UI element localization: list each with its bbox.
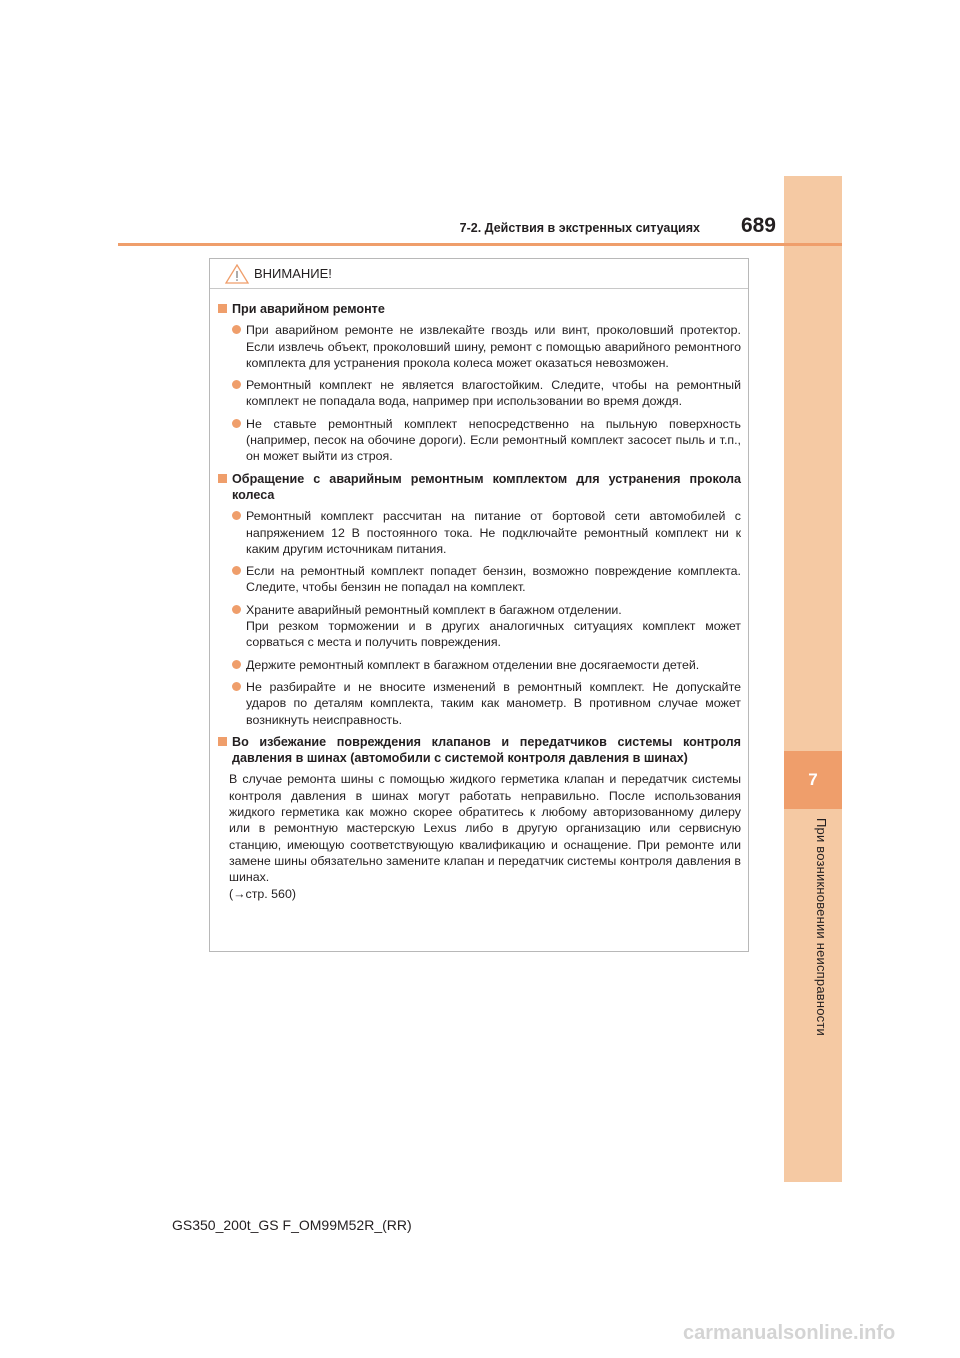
list-item: Не ставьте ремонтный комплект непосредственно на пыльную поверхность (например, песок на обочине дороги). Если ремонтный комплект засосет пыль и т.п., он может выйти из строя. xyxy=(231,416,741,465)
warning-triangle-icon xyxy=(225,264,249,284)
round-bullet-icon xyxy=(232,325,241,334)
warning-body xyxy=(210,289,748,902)
round-bullet-icon xyxy=(232,566,241,575)
section-heading: При аварийном ремонте xyxy=(218,301,741,317)
watermark: carmanualsonline.info xyxy=(683,1322,896,1344)
section-paragraph: В случае ремонта шины с помощью жидкого герметика клапан и передатчик системы контроля давления в шинах могут работать неправильно. После использования жидкого герметика как можно скорее обратитесь к любому авторизованному дилеру или в ремонтную мастерскую Lexus либо в другую организацию или сервисную станцию, имеющую соответствующую квалификацию и оснащение. При ремонте или замене шины обязательно замените клапан и передатчик системы контроля давления в шинах. (→стр. 560) xyxy=(229,772,741,901)
list-item: Храните аварийный ремонтный комплект в багажном отделении. При резком торможении и в других аналогичных ситуациях комплект может сорваться с места и получить повреждения. xyxy=(231,602,741,651)
warning-box xyxy=(209,258,749,952)
section-heading: Во избежание повреждения клапанов и передатчиков системы контроля давления в шинах (автомобили с системой контроля давления в шинах) xyxy=(218,734,741,767)
section-heading: Обращение с аварийным ремонтным комплектом для устранения прокола колеса xyxy=(218,471,741,504)
list-item: Ремонтный комплект рассчитан на питание от бортовой сети автомобилей с напряжением 12 В постоянного тока. Не подключайте ремонтный комплект ни к каким другим источникам питания. xyxy=(231,508,741,557)
list-item: Не разбирайте и не вносите изменений в ремонтный комплект. Не допускайте ударов по деталям комплекта, таким как манометр. В противном случае может возникнуть неисправность. xyxy=(231,679,741,728)
round-bullet-icon xyxy=(232,682,241,691)
page-reference: (→стр. 560) xyxy=(229,886,296,901)
chapter-number-badge: 7 xyxy=(784,751,842,809)
header-rule xyxy=(118,243,842,246)
square-bullet-icon xyxy=(218,737,227,746)
square-bullet-icon xyxy=(218,474,227,483)
round-bullet-icon xyxy=(232,419,241,428)
round-bullet-icon xyxy=(232,511,241,520)
list-item: Ремонтный комплект не является влагостойким. Следите, чтобы на ремонтный комплект не попадала вода, например при использовании во время дождя. xyxy=(231,377,741,410)
round-bullet-icon xyxy=(232,660,241,669)
warning-section xyxy=(218,471,741,728)
round-bullet-icon xyxy=(232,605,241,614)
warning-section xyxy=(218,734,741,902)
section-title: 7-2. Действия в экстренных ситуациях xyxy=(459,221,700,235)
warning-title: ВНИМАНИЕ! xyxy=(254,266,332,281)
warning-header xyxy=(210,259,748,289)
page-number: 689 xyxy=(740,214,776,237)
list-item: Если на ремонтный комплект попадет бензин, возможно повреждение комплекта. Следите, чтобы бензин не попадал на комплект. xyxy=(231,563,741,596)
round-bullet-icon xyxy=(232,380,241,389)
list-item: Держите ремонтный комплект в багажном отделении вне досягаемости детей. xyxy=(231,657,741,673)
list-item: При аварийном ремонте не извлекайте гвоздь или винт, проколовший протектор. Если извлечь объект, проколовший шину, ремонт с помощью аварийного ремонтного комплекта для устранения прокола колеса может оказаться невозможен. xyxy=(231,322,741,371)
square-bullet-icon xyxy=(218,304,227,313)
chapter-label: При возникновении неисправности xyxy=(814,818,829,1036)
document-code: GS350_200t_GS F_OM99M52R_(RR) xyxy=(172,1217,412,1233)
warning-section xyxy=(218,301,741,465)
